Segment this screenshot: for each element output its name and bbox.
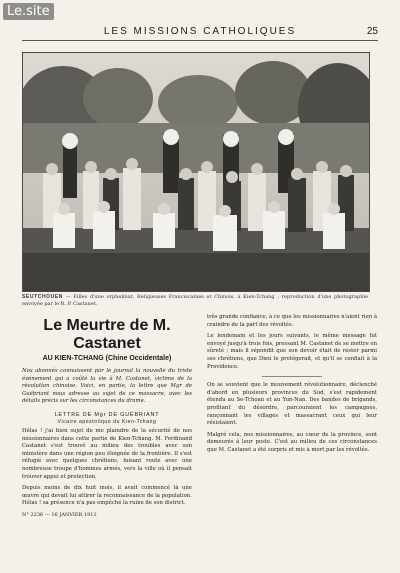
journal-title: LES MISSIONS CATHOLIQUES — [103, 26, 297, 37]
photo-caption — [22, 294, 368, 308]
paragraph: On se souvient que le mouvement révolutionnaire, déclenché d'abord en plusieurs provinces du Sud, s'est rapidement étendu au Se-Tchoan et au Yun-Nan. Des bandes de brigands, profitant du désordre, parcouraient les campagnes, rançonnant les villages et massacrant ceux qui leur résistaient. — [207, 382, 377, 427]
page-header — [22, 26, 378, 41]
left-column — [22, 314, 192, 519]
paragraph: Le lendemain et les jours suivants, le même message fut envoyé jusqu'à trois fois, pressant M. Castanet de se mettre en sûreté ; mais il répondit que son devoir était de rester parmi ses chrétiens, que Dieu le protégerait, et qu'il se confiait à la Providence. — [207, 333, 377, 370]
right-column — [207, 314, 377, 459]
caption-text: — Filles d'une orphelinat. Religieuses Franciscaines et Chinois, à Kien-Tchang ; reproduction d'une photographie envoyée par le R. P. Castanet. — [22, 294, 369, 307]
caption-label: SEUTCHOUEN — [22, 294, 64, 300]
paragraph: Malgré cela, nos missionnaires, au cœur de la province, sont demeurés à leur poste. C'est au milieu de ces circonstances que M. Castanet a été surpris et mis à mort par les révoltés. — [207, 431, 377, 453]
paragraph: Hélas ! j'ai bien sujet de me plaindre de la sécurité de nos missionnaires dans cette partie de Kien-Tchang. M. Ferdinand Castanet s'est trouvé au milieu des troubles avec son ministère dans une région peu éloignée de la frontière. Il s'est réfugié avec quelques chrétiens, faisant route avec une nombreuse troupe d'hommes armés, vers la ville où il pensait trouver appui et protection. — [22, 427, 192, 480]
paragraph: très grande confiance, à ce que les missionnaires n'aient rien à craindre de la part des révoltés. — [207, 314, 377, 328]
page-number: 25 — [366, 26, 378, 37]
divider — [262, 376, 322, 377]
issue-footer: N° 2236 — 16 JANVIER 1912 — [22, 511, 97, 518]
photograph-image — [23, 53, 369, 291]
article-title: Le Meurtre de M. Castanet — [43, 317, 171, 352]
article-intro: Nos abonnés connaissent par le journal la nouvelle du triste événement qui a coûté la vie à M. Castanet, victime de la révolution chinoise. Voici, en partie, la lettre que Mgr de Guébriant nous adresse au sujet de ce massacre, avec les détails précis sur les circonstances du drame. — [22, 368, 192, 405]
section-heading: LETTRE DE Mgr DE GUÉBRIANT — [54, 411, 160, 418]
section-subheading: Vicaire apostolique du Kien-Tchang — [57, 418, 157, 425]
article-subtitle: AU KIEN-TCHANG (Chine Occidentale) — [42, 355, 172, 362]
group-photograph — [22, 52, 370, 292]
site-logo: Le.site — [3, 3, 54, 20]
paragraph: Depuis moins de dix huit mois, il avait commencé là une œuvre qui devait lui attirer la reconnaissance de la population. Hélas ! sa présence n'a pas empêché la ruine de son district. — [22, 485, 192, 507]
